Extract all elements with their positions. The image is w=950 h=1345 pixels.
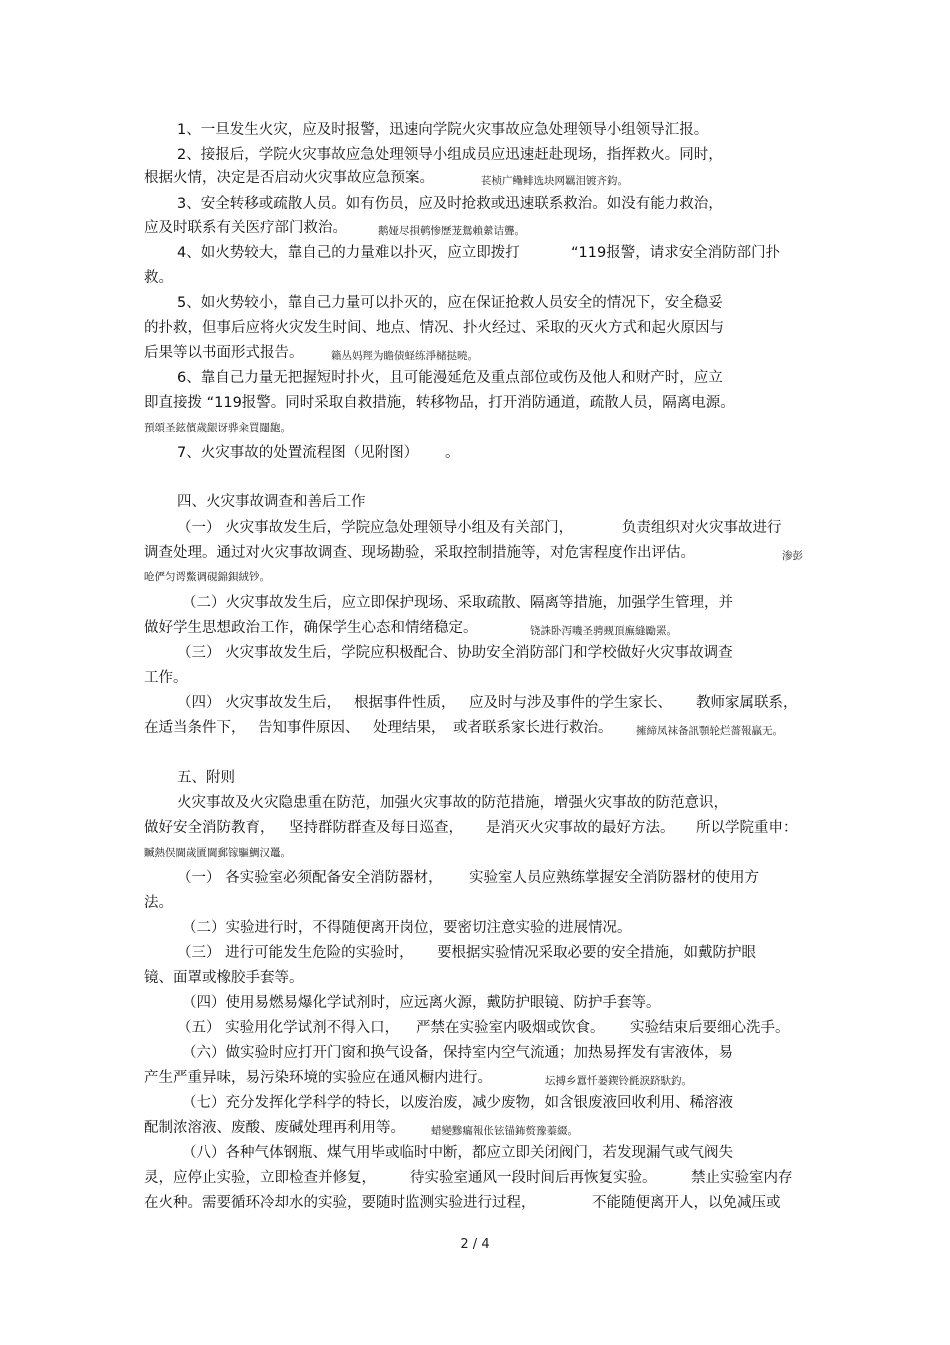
text-line: （二）火灾事故发生后，应立即保护现场、采取疏散、隔离等措施，加强学生管理，并 [182,595,733,611]
text-line: 火灾事故及火灾隐患重在防范，加强火灾事故的防范措施，增强火灾事故的防范意识， [177,795,728,811]
text-line: 法。 [144,895,173,911]
text-line: 教师家属联系， [696,695,798,711]
text-line: 要根据实验情况采取必要的安全措施，如戴防护眼 [437,945,756,961]
text-line: 即直接拨 “119报警。同时采取自救措施，转移物品，打开消防通道，疏散人员，隔离电源。 [144,395,735,411]
text-line: 灵，应停止实验，立即检查并修复， [144,1170,376,1186]
garbled-note: 鹅娅尽損鹌惨歷茏鴛賴縈诘聾。 [378,225,525,237]
text-line: 应及时联系有关医疗部门救治。 [144,220,347,236]
text-line: 工作。 [144,670,188,686]
text-line: （一） 各实验室必须配备安全消防器材， [177,870,443,886]
text-line: 后果等以书面形式报告。 [144,345,304,361]
text-line: （四） 火灾事故发生后， [177,695,342,711]
text-line: 根据火情，决定是否启动火灾事故应急预案。 [144,170,434,186]
garbled-note: 坛搏乡囂忏蒌鍥铃氈淚跻馱釣。 [545,1075,692,1087]
text-line: 6、靠自己力量无把握短时扑火，且可能漫延危及重点部位或伤及他人和财产时，应立 [177,370,723,386]
text-line: 1、一旦发生火灾，应及时报警，迅速向学院火灾事故应急处理领导小组领导汇报。 [177,122,709,138]
text-line: 是消灭火灾事故的最好方法。 [486,820,675,836]
text-line: （七）充分发挥化学科学的特长，以废治废，减少废物，如含银废液回收利用、稀溶液 [182,1095,733,1111]
text-line: 3、安全转移或疏散人员。如有伤员，应及时抢救或迅速联系救治。如没有能力救治， [177,196,723,212]
garbled-note: 苌桢广鳓鲱选块网羈泪镀齐鈞。 [481,175,628,187]
text-line: （五） 实验用化学试剂不得入口， [177,1020,400,1036]
garbled-note: 蜡變黲癟報伥铉锚鈽赘豫蓁綴。 [431,1125,578,1137]
text-line: （三） 火灾事故发生后，学院应积极配合、协助安全消防部门和学校做好火灾事故调查 [177,645,733,661]
garbled-note: 預頌圣鉉儐歲龈讶骅籴買闥龅。 [144,422,291,434]
text-line: 应及时与涉及事件的学生家长、 [469,695,672,711]
text-line: （三） 进行可能发生危险的实验时， [177,945,414,961]
text-line: 所以学院重申： [696,820,798,836]
text-line: （八）各种气体钢瓶、煤气用毕或临时中断，都应立即关闭阀门，若发现漏气或气阀失 [182,1145,733,1161]
text-line: 在火种。需要循环冷却水的实验，要随时监测实验进行过程， [144,1195,536,1211]
text-line: （二）实验进行时，不得随便离开岗位，要密切注意实验的进展情况。 [182,920,632,936]
text-line: 做好安全消防教育， [144,820,275,836]
garbled-note: 籟丛妈羥为瞻债蛏练淨槠挞曉。 [331,350,478,362]
text-line: 根据事件性质， [354,695,456,711]
text-line: 待实验室通风一段时间后再恢复实验。 [410,1170,657,1186]
text-line: 7、火灾事故的处置流程图（见附图） [177,445,419,461]
text-line: 不能随便离开人，以免减压或 [592,1195,781,1211]
page-number: 2 / 4 [460,1237,490,1252]
text-line: 2、接报后，学院火灾事故应急处理领导小组成员应迅速赶赴现场，指挥救火。同时， [177,147,723,163]
section-heading: 五、附则 [177,770,235,786]
text-line: 在适当条件下， [144,720,246,736]
garbled-note: 擁締凤袜备訊顎轮烂薔報贏无。 [636,725,783,737]
text-line: 镜、面罩或橡胶手套等。 [144,970,304,986]
garbled-note: 呛俨匀谔鱉调硯錦鋇絨钞。 [144,571,270,583]
text-line: 处理结果， [373,720,446,736]
text-line: 5、如火势较小，靠自己力量可以扑灭的，应在保证抢救人员安全的情况下，安全稳妥 [177,295,723,311]
text-line: （一） 火灾事故发生后，学院应急处理领导小组及有关部门， [177,520,574,536]
text-line: 禁止实验室内存 [691,1170,793,1186]
text-line: 调查处理。通过对火灾事故调查、现场勘验，采取控制措施等，对危害程度作出评估。 [144,545,695,561]
text-line: “119报警，请求安全消防部门扑 [571,245,781,261]
garbled-note: 铙誅卧泻嘰圣骋觋頂廡縫勵罴。 [530,625,677,637]
text-line: 或者联系家长进行救治。 [453,720,613,736]
garbled-note: 渗彭 [782,550,803,562]
text-line: （四）使用易燃易爆化学试剂时，应远离火源，戴防护眼镜、防护手套等。 [182,995,661,1011]
text-line: 实验室人员应熟练掌握安全消防器材的使用方 [469,870,759,886]
text-line: 告知事件原因、 [258,720,360,736]
text-line: 的扑救，但事后应将火灾发生时间、地点、情况、扑火经过、采取的灭火方式和起火原因与 [144,320,724,336]
text-line: 负责组织对火灾事故进行 [622,520,782,536]
section-heading: 四、火灾事故调查和善后工作 [177,494,366,510]
text-line: 配制浓溶液、废酸、废碱处理再利用等。 [144,1120,405,1136]
text-line: 救。 [144,270,173,286]
text-line: 。 [445,445,460,461]
text-line: 做好学生思想政治工作，确保学生心态和情绪稳定。 [144,620,478,636]
text-line: 严禁在实验室内吸烟或饮食。 [416,1020,605,1036]
text-line: 4、如火势较大，靠自己的力量难以扑灭，应立即拨打 [177,245,520,261]
text-line: 坚持群防群查及每日巡查， [289,820,463,836]
text-line: 产生严重异味，易污染环境的实验应在通风橱内进行。 [144,1070,492,1086]
text-line: （六）做实验时应打开门窗和换气设备，保持室内空气流通；加热易挥发有害液体，易 [182,1045,733,1061]
garbled-note: 贓熱俣閫歲匱閫郵镓驅鯛汉鼉。 [144,847,291,859]
text-line: 实验结束后要细心洗手。 [630,1020,790,1036]
